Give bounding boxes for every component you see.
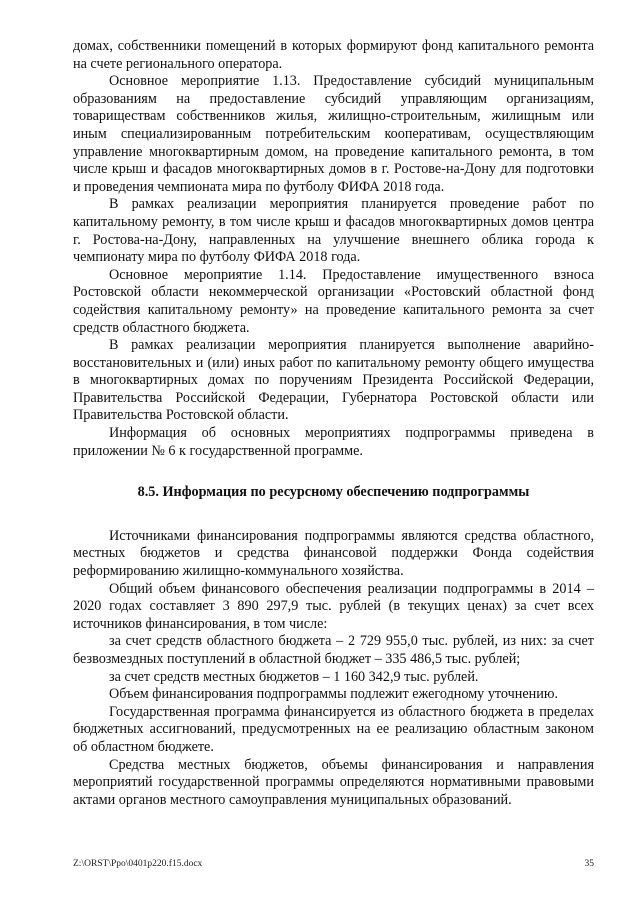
paragraph-measure-1-14: Основное мероприятие 1.14. Предоставление имущественного взноса Ростовской области некоммерческой организации «Ростовский областной фонд содействия капитальному ремонту» на проведение капитального ремонта за счет средств областного бюджета. — [73, 266, 594, 336]
paragraph-regional-budget: за счет средств областного бюджета – 2 729 955,0 тыс. рублей, из них: за счет безвозмездных поступлений в областной бюджет – 335 486,5 тыс. рублей; — [73, 633, 594, 667]
footer-file-path: Z:\ORST\Ppo\0401p220.f15.docx — [73, 859, 203, 869]
document-page-body — [73, 38, 594, 809]
paragraph-state-program-funding: Государственная программа финансируется из областного бюджета в пределах бюджетных ассигнований, предусмотренных на ее реализацию областным законом об областном бюджете. — [73, 703, 594, 755]
paragraph-measure-1-13-details: В рамках реализации мероприятия планируется проведение работ по капитальному ремонту, в том числе крыш и фасадов многоквартирных домов центра г. Ростова-на-Дону, направленных на улучшение внешнего облика города к чемпионату мира по футболу ФИФА 2018 года. — [73, 196, 594, 266]
paragraph-measure-1-14-details: В рамках реализации мероприятия планируется выполнение аварийно-восстановительных и (или) иных работ по капитальному ремонту общего имущества в многоквартирных домах по поручениям Президента Российской Федерации, Правительства Российской Федерации, Губернатора Ростовской области или Правительства Ростовской области. — [73, 337, 594, 424]
paragraph-continuation: домах, собственники помещений в которых формируют фонд капитального ремонта на счете регионального оператора. — [73, 38, 594, 72]
paragraph-funding-sources: Источниками финансирования подпрограммы являются средства областного, местных бюджетов и средства финансовой поддержки Фонда содействия реформированию жилищно-коммунального хозяйства. — [73, 527, 594, 580]
section-heading: 8.5. Информация по ресурсному обеспечению подпрограммы — [137, 484, 530, 501]
footer-page-number: 35 — [584, 859, 594, 869]
paragraph-local-acts: Средства местных бюджетов, объемы финансирования и направления мероприятий государственной программы определяются нормативными правовыми актами органов местного самоуправления муниципальных образований. — [73, 756, 594, 808]
paragraph-total-funding: Общий объем финансового обеспечения реализации подпрограммы в 2014 – 2020 годах составляет 3 890 297,9 тыс. рублей (в текущих ценах) за счет всех источников финансирования, в том числе: — [73, 580, 594, 632]
paragraph-local-budgets: за счет средств местных бюджетов – 1 160 342,9 тыс. рублей. — [109, 668, 479, 685]
paragraph-measure-1-13: Основное мероприятие 1.13. Предоставление субсидий муниципальным образованиям на предоставление субсидий управляющим организациям, товариществам собственников жилья, жилищно-строительным, жилищным или иным специализированным потребительским кооперативам, осуществляющим управление многоквартирным домом, на проведение капитального ремонта, в том числе крыш и фасадов многоквартирных домов в г. Ростове-на-Дону для подготовки и проведения чемпионата мира по футболу ФИФА 2018 года. — [73, 73, 594, 195]
paragraph-appendix-reference: Информация об основных мероприятиях подпрограммы приведена в приложении № 6 к государственной программе. — [73, 425, 594, 459]
paragraph-annual-update: Объем финансирования подпрограммы подлежит ежегодному уточнению. — [109, 686, 559, 703]
